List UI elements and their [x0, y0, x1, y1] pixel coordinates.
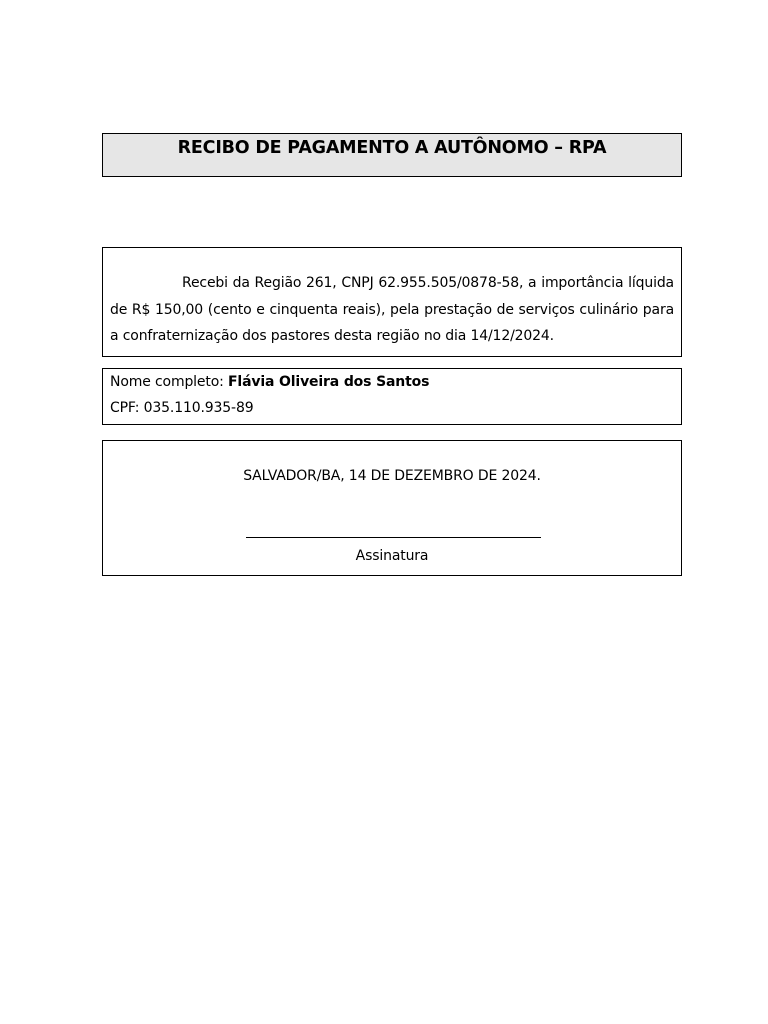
place-date: SALVADOR/BA, 14 DE DEZEMBRO DE 2024. — [243, 468, 541, 484]
cpf-line — [110, 395, 674, 421]
full-name-line — [110, 369, 674, 395]
receipt-statement: Recebi da Região 261, CNPJ 62.955.505/0878-58, a importância líquida de R$ 150,00 (cento e cinquenta reais), pela prestação de serviços culinário para a confraternização dos pastores desta região no dia 14/12/2024. — [110, 275, 674, 344]
full-name-label: Nome completo: — [110, 374, 224, 390]
document-title: RECIBO DE PAGAMENTO A AUTÔNOMO – RPA — [177, 138, 607, 158]
payee-info-box — [102, 368, 682, 425]
receipt-statement-box — [102, 247, 682, 357]
signature-label: Assinatura — [355, 548, 429, 564]
signature-line — [246, 537, 541, 538]
title-box — [102, 133, 682, 177]
cpf-value: 035.110.935-89 — [143, 400, 254, 416]
cpf-label: CPF: — [110, 400, 140, 416]
full-name-value: Flávia Oliveira dos Santos — [228, 374, 430, 390]
signature-box — [102, 440, 682, 576]
